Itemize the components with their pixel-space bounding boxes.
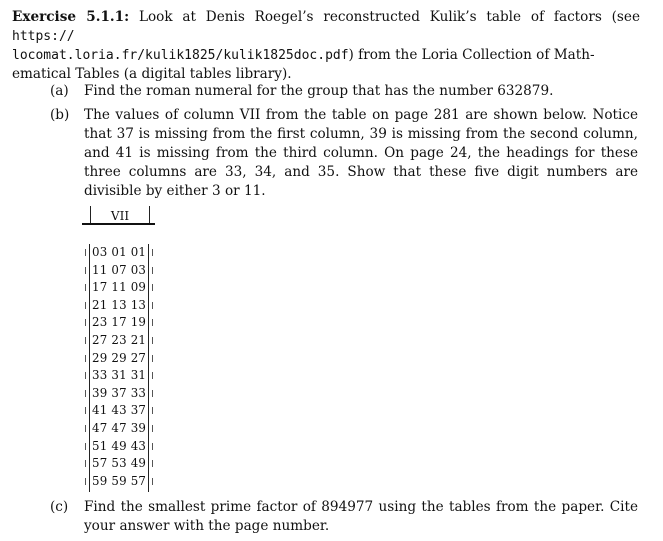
table-row (82, 420, 160, 438)
table-row (82, 367, 160, 385)
table-column-header: VII (110, 209, 130, 223)
exercise-text-2: ) from the Loria Collection of Math- (348, 47, 595, 63)
header-rule (82, 223, 155, 225)
clipped-neighbor-column-mark (152, 284, 155, 291)
table-row-values: 27 23 21 (92, 332, 147, 347)
clipped-neighbor-column-mark (82, 407, 86, 414)
table-row (82, 455, 160, 473)
clipped-neighbor-column-mark (82, 443, 86, 450)
clipped-neighbor-column-mark (82, 460, 86, 467)
kulik-table-excerpt (82, 206, 160, 490)
clipped-neighbor-column-mark (152, 390, 155, 397)
exercise-text-1: Look at Denis Roegel’s reconstructed Kulik’s table of factors (see (138, 9, 640, 25)
clipped-neighbor-column-mark (82, 337, 86, 344)
clipped-neighbor-column-mark (82, 478, 86, 485)
clipped-neighbor-column-mark (82, 284, 86, 291)
clipped-neighbor-column-mark (82, 425, 86, 432)
clipped-neighbor-column-mark (152, 319, 155, 326)
exercise-text-3: ematical Tables (a digital tables library). (12, 66, 292, 82)
table-row-values: 11 07 03 (92, 262, 147, 277)
clipped-neighbor-column-mark (82, 390, 86, 397)
table-row-values: 47 47 39 (92, 420, 147, 435)
item-c (50, 498, 638, 536)
table-row (82, 438, 160, 456)
table-row-values: 29 29 27 (92, 350, 147, 365)
table-row (82, 244, 160, 262)
clipped-neighbor-column-mark (152, 372, 155, 379)
table-row-values: 03 01 01 (92, 245, 147, 259)
exercise-url-part1[interactable]: https:// (12, 29, 75, 44)
header-right-border (149, 206, 150, 223)
item-a-marker: (a) (50, 83, 69, 99)
clipped-neighbor-column-mark (152, 355, 155, 362)
table-row-values: 59 59 57 (92, 473, 147, 488)
table-row (82, 350, 160, 368)
table-row-values: 57 53 49 (92, 456, 147, 471)
table-row (82, 314, 160, 332)
table-row (82, 402, 160, 420)
clipped-neighbor-column-mark (82, 355, 86, 362)
table-row-values: 33 31 31 (92, 368, 147, 383)
table-row (82, 473, 160, 491)
clipped-neighbor-column-mark (152, 267, 155, 274)
clipped-neighbor-column-mark (152, 443, 155, 450)
clipped-neighbor-column-mark (82, 319, 86, 326)
item-a-text: Find the roman numeral for the group that has the number 632879. (84, 83, 554, 99)
table-row-values: 51 49 43 (92, 438, 147, 453)
exercise-statement (12, 8, 640, 84)
clipped-neighbor-column-mark (152, 249, 155, 256)
table-row (82, 385, 160, 403)
item-c-text: Find the smallest prime factor of 894977 using the tables from the paper. Cite your answer with the page number. (84, 499, 638, 534)
item-b-marker: (b) (50, 107, 70, 123)
clipped-neighbor-column-mark (82, 372, 86, 379)
item-b-text: The values of column VII from the table on page 281 are shown below. Notice that 37 is missing from the first column, 39 is missing from the second column, and 41 is missing from the third column. On page 24, the headings for these three columns are 33, 34, and 35. Show that these five digit numbers are divisible by either 3 or 11. (84, 107, 638, 199)
table-rows (82, 244, 160, 490)
clipped-neighbor-column-mark (82, 267, 86, 274)
clipped-neighbor-column-mark (152, 337, 155, 344)
table-row-values: 21 13 13 (92, 297, 147, 312)
item-c-marker: (c) (50, 499, 69, 515)
exercise-label: Exercise 5.1.1: (12, 9, 130, 25)
table-row (82, 332, 160, 350)
table-row-values: 39 37 33 (92, 385, 147, 400)
table-row-values: 41 43 37 (92, 403, 147, 418)
clipped-neighbor-column-mark (152, 302, 155, 309)
clipped-neighbor-column-mark (152, 407, 155, 414)
clipped-neighbor-column-mark (152, 425, 155, 432)
clipped-neighbor-column-mark (152, 478, 155, 485)
table-row-values: 23 17 19 (92, 315, 147, 330)
table-row-values: 17 11 09 (92, 280, 147, 295)
exercise-url-part2[interactable]: locomat.loria.fr/kulik1825/kulik1825doc.pdf (12, 48, 349, 63)
clipped-neighbor-column-mark (82, 302, 86, 309)
clipped-neighbor-column-mark (82, 249, 86, 256)
table-row (82, 297, 160, 315)
item-b (50, 106, 638, 201)
item-a (50, 82, 638, 101)
clipped-neighbor-column-mark (152, 460, 155, 467)
table-row (82, 279, 160, 297)
table-row (82, 262, 160, 280)
